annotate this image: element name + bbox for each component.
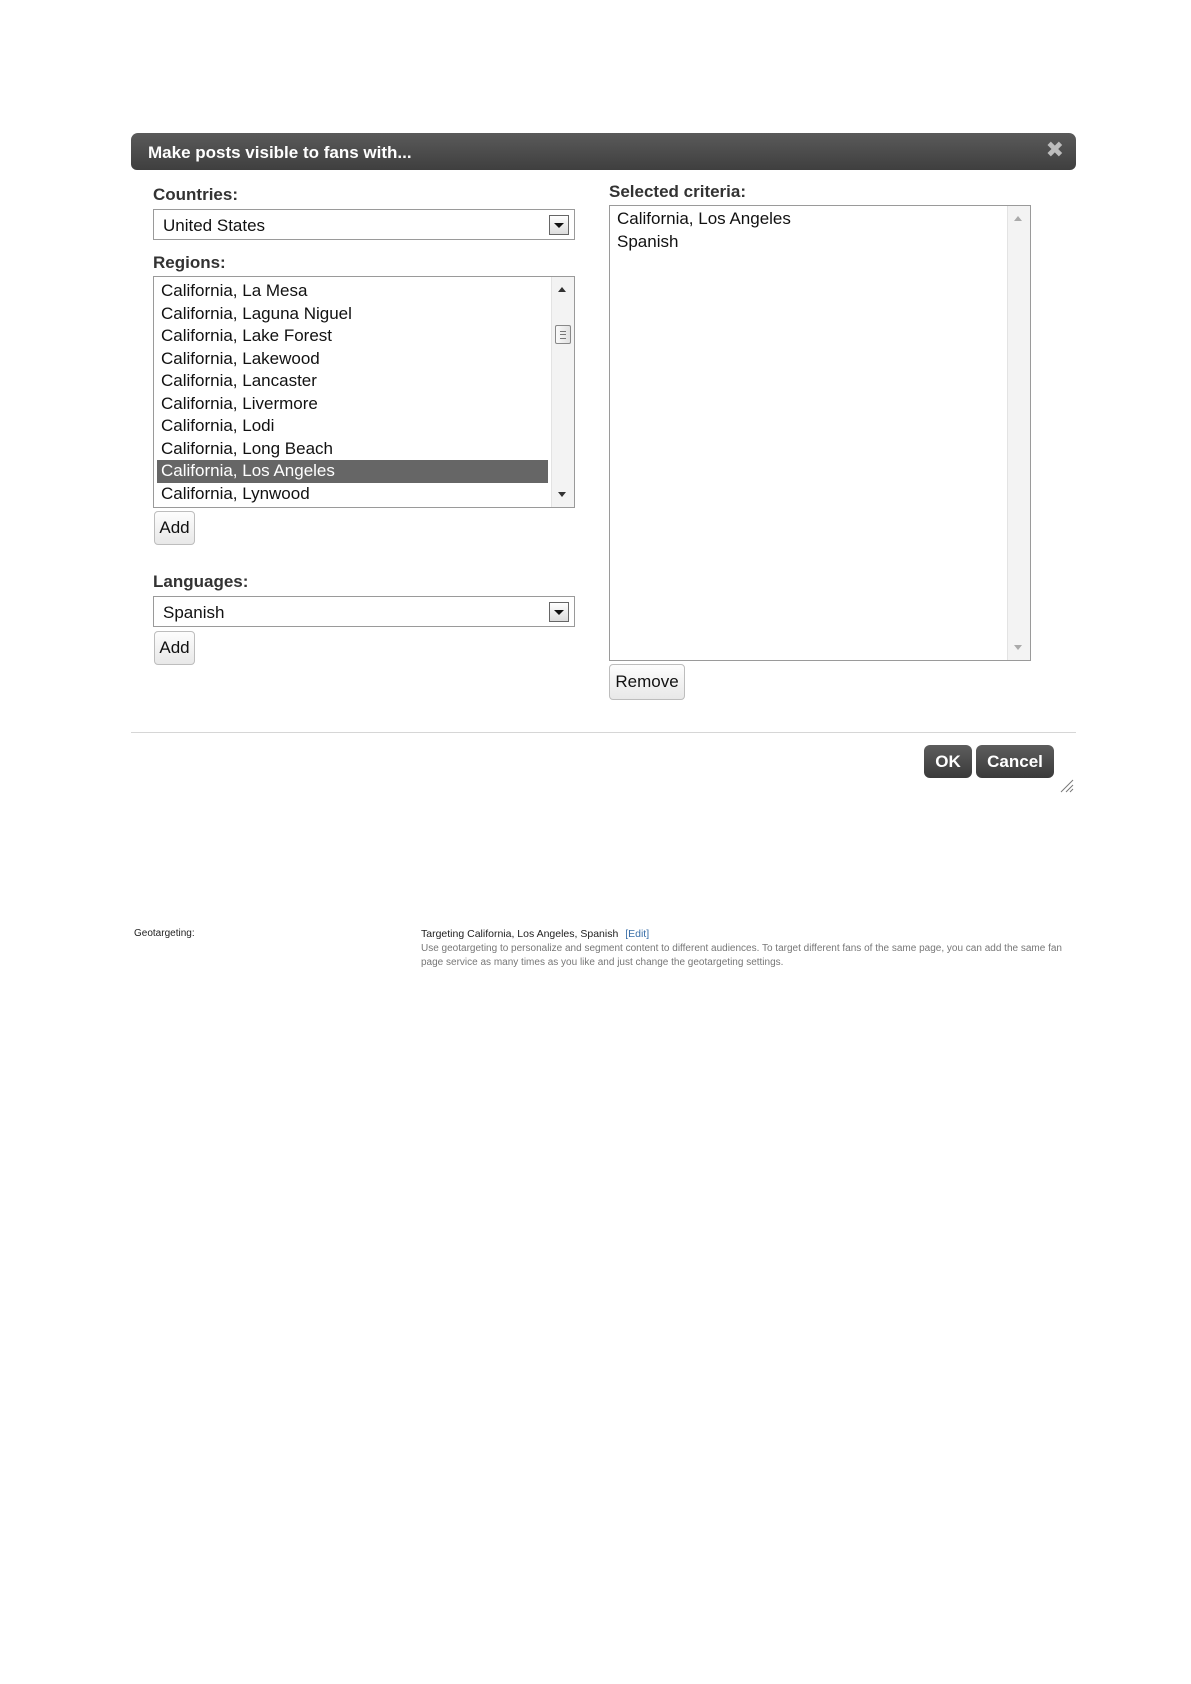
region-option[interactable]: California, Los Angeles — [157, 460, 548, 483]
cancel-button[interactable]: Cancel — [976, 745, 1054, 778]
regions-scrollbar[interactable] — [551, 277, 574, 507]
add-language-button[interactable]: Add — [154, 631, 195, 665]
geotargeting-summary — [421, 928, 649, 940]
regions-label: Regions: — [153, 253, 226, 272]
criteria-scrollbar[interactable] — [1007, 206, 1030, 660]
scroll-up-icon[interactable] — [558, 287, 566, 292]
remove-button[interactable]: Remove — [609, 664, 685, 700]
languages-label: Languages: — [153, 572, 249, 591]
selected-criteria-label: Selected criteria: — [609, 182, 747, 201]
region-option[interactable]: California, Lynwood — [161, 483, 310, 503]
chevron-down-icon[interactable] — [549, 602, 569, 622]
regions-list — [157, 280, 548, 505]
resize-grip-icon[interactable] — [1058, 777, 1074, 793]
scroll-up-icon[interactable] — [1014, 216, 1022, 221]
geotargeting-dialog — [131, 133, 1076, 795]
region-option[interactable]: California, La Mesa — [161, 281, 308, 300]
region-option[interactable]: California, Lakewood — [161, 348, 320, 368]
regions-listbox[interactable] — [153, 276, 575, 508]
ok-button[interactable]: OK — [924, 745, 972, 778]
region-option[interactable]: California, Lodi — [161, 416, 275, 435]
chevron-down-icon[interactable] — [549, 215, 569, 235]
add-region-button[interactable]: Add — [154, 511, 195, 545]
dialog-titlebar[interactable] — [131, 133, 1076, 170]
countries-select[interactable] — [153, 209, 575, 240]
selected-criteria-listbox[interactable] — [609, 205, 1031, 661]
criteria-item[interactable]: California, Los Angeles — [617, 209, 791, 228]
divider — [131, 732, 1076, 733]
close-icon[interactable]: ✖ — [1045, 137, 1064, 162]
geotargeting-summary-text: Targeting California, Los Angeles, Spanish — [421, 928, 619, 940]
region-option[interactable]: California, Livermore — [161, 393, 318, 413]
countries-label: Countries: — [153, 185, 238, 204]
region-option[interactable]: California, Lancaster — [161, 371, 317, 390]
edit-link[interactable]: [Edit] — [625, 928, 650, 940]
countries-value: United States — [163, 216, 266, 235]
region-option[interactable]: California, Laguna Niguel — [161, 303, 352, 323]
region-option[interactable]: California, Lake Forest — [161, 326, 333, 345]
criteria-item[interactable]: Spanish — [617, 231, 679, 251]
scroll-down-icon[interactable] — [1014, 645, 1022, 650]
languages-value: Spanish — [163, 603, 225, 622]
dialog-title: Make posts visible to fans with... — [148, 143, 412, 162]
geotargeting-help-text: Use geotargeting to personalize and segment content to different audiences. To target different fans of the same page, you can add the same fan page service as many times as you like and just change the geotargeting settings. — [421, 943, 1062, 968]
selected-criteria-list — [613, 208, 1004, 253]
languages-select[interactable] — [153, 596, 575, 627]
geotargeting-label: Geotargeting: — [134, 928, 195, 939]
region-option[interactable]: California, Long Beach — [161, 438, 334, 458]
scroll-down-icon[interactable] — [558, 492, 566, 497]
scroll-thumb[interactable] — [555, 325, 571, 344]
